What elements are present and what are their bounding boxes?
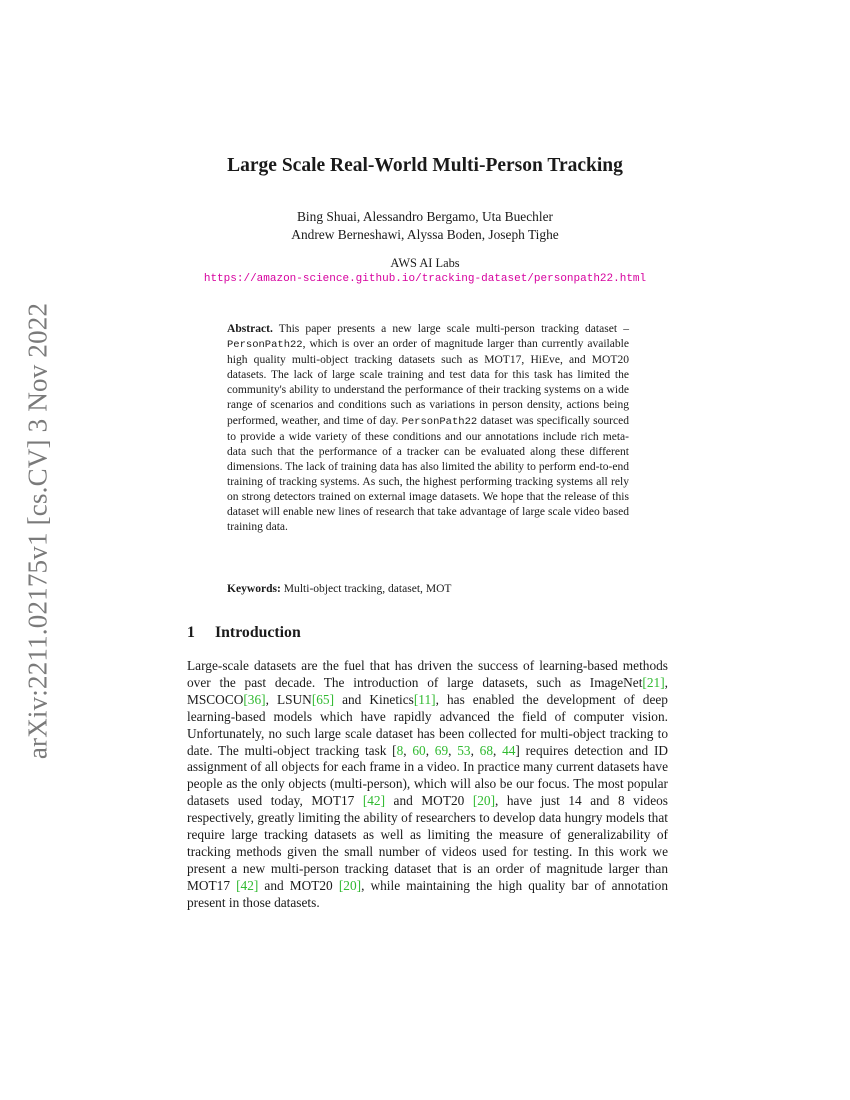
- abstract-text-2: , which is over an order of magnitude larger than currently available high quality multi-object tracking datasets such as MOT17, HiEve, and MOT20 datasets. The lack of large scale training and test data for this task has limited the community's ability to understand the performance of their tracking systems on a wide range of scenarios and conditions such as variations in person density, actions being performed, weather, and time of day.: [227, 338, 629, 427]
- introduction-paragraph: [187, 658, 668, 912]
- abstract-text-1: This paper presents a new large scale multi-person tracking dataset –: [272, 323, 629, 335]
- body-text: ] requires detection and ID assignment of all objects for each frame in a video. In practice many current datasets have people as the only objects (multi-person), which will also be our focus. The most popular datasets used today, MOT17: [187, 742, 669, 809]
- abstract-label: Abstract.: [227, 323, 273, 335]
- body-text: , has enabled the development of deep learning-based models which have rapidly advanced the field of computer vision. Unfortunately, no such large scale dataset has been collected for multi-object tracking to date. The multi-object tracking task [: [187, 691, 668, 758]
- authors-line-2: Andrew Berneshawi, Alyssa Boden, Joseph Tighe: [291, 227, 559, 242]
- citation-link[interactable]: [11]: [413, 691, 436, 707]
- paper-title: Large Scale Real-World Multi-Person Tracking: [227, 155, 623, 176]
- body-text: and Kinetics: [334, 691, 414, 707]
- citation-link[interactable]: [20]: [338, 877, 362, 893]
- citation-separator: ,: [425, 742, 435, 758]
- citation-link[interactable]: [65]: [311, 691, 335, 707]
- affiliation: AWS AI Labs: [390, 256, 460, 270]
- body-text: and MOT20: [258, 877, 339, 893]
- arxiv-sidebar: [20, 291, 56, 771]
- citation-link[interactable]: 68: [479, 742, 493, 758]
- citation-link[interactable]: 69: [434, 742, 449, 758]
- citation-link[interactable]: 8: [396, 742, 404, 758]
- authors-line-1: Bing Shuai, Alessandro Bergamo, Uta Buechler: [297, 209, 553, 224]
- citation-link[interactable]: 44: [502, 742, 516, 758]
- citation-separator: ,: [492, 742, 503, 758]
- affiliation-block: [0, 255, 850, 287]
- keywords-label: Keywords:: [227, 583, 281, 595]
- keywords-text: Multi-object tracking, dataset, MOT: [280, 583, 452, 595]
- dataset-name-2: PersonPath22: [401, 415, 478, 428]
- citation-link[interactable]: [42]: [362, 793, 386, 809]
- citation-link[interactable]: [21]: [642, 674, 665, 690]
- citation-link[interactable]: [20]: [472, 793, 496, 809]
- body-text: , LSUN: [265, 691, 312, 707]
- body-text: , while maintaining the high quality bar of annotation present in those datasets.: [187, 877, 668, 910]
- author-block: [0, 208, 850, 244]
- abstract-text-3: dataset was specifically sourced to provide a wide variety of these conditions and our annotations include rich meta-data such that the performance of a tracker can be evaluated along these different dimensions. The lack of training data has also limited the ability to perform end-to-end training of tracking systems. As such, the highest performing tracking systems all rely on strong detectors trained on external image datasets. We hope that the release of this dataset will enable new lines of research that take advantage of large scale video based training data.: [227, 414, 629, 534]
- body-text: , MSCOCO: [187, 674, 668, 707]
- citation-separator: ,: [470, 742, 480, 758]
- citation-link[interactable]: 53: [457, 742, 471, 758]
- body-text: , have just 14 and 8 videos respectively, greatly limiting the ability of researchers to develop data hungry models that require large tracking datasets as well as limiting the measure of generalizability of tracking methods given the small number of videos used for testing. In this work we present a new multi-person tracking dataset that is an order of magnitude larger than MOT17: [187, 793, 668, 893]
- body-text: Large-scale datasets are the fuel that has driven the success of learning-based methods over the past decade. The introduction of large datasets, such as ImageNet: [187, 658, 668, 690]
- body-text: and MOT20: [385, 793, 473, 809]
- citation-separator: ,: [448, 742, 458, 758]
- citation-link[interactable]: [42]: [236, 877, 259, 893]
- section-title: Introduction: [215, 624, 301, 641]
- project-url-link[interactable]: https://amazon-science.github.io/tracking-dataset/personpath22.html: [203, 273, 647, 285]
- dataset-name: PersonPath22: [227, 339, 303, 352]
- abstract: [227, 322, 629, 535]
- section-heading-introduction: [187, 624, 301, 642]
- citation-link[interactable]: 60: [412, 742, 426, 758]
- keywords: [227, 582, 629, 597]
- citation-link[interactable]: [36]: [243, 691, 266, 707]
- arxiv-identifier: arXiv:2211.02175v1 [cs.CV] 3 Nov 2022: [22, 302, 53, 760]
- section-number: 1: [187, 624, 195, 641]
- citation-separator: ,: [403, 742, 413, 758]
